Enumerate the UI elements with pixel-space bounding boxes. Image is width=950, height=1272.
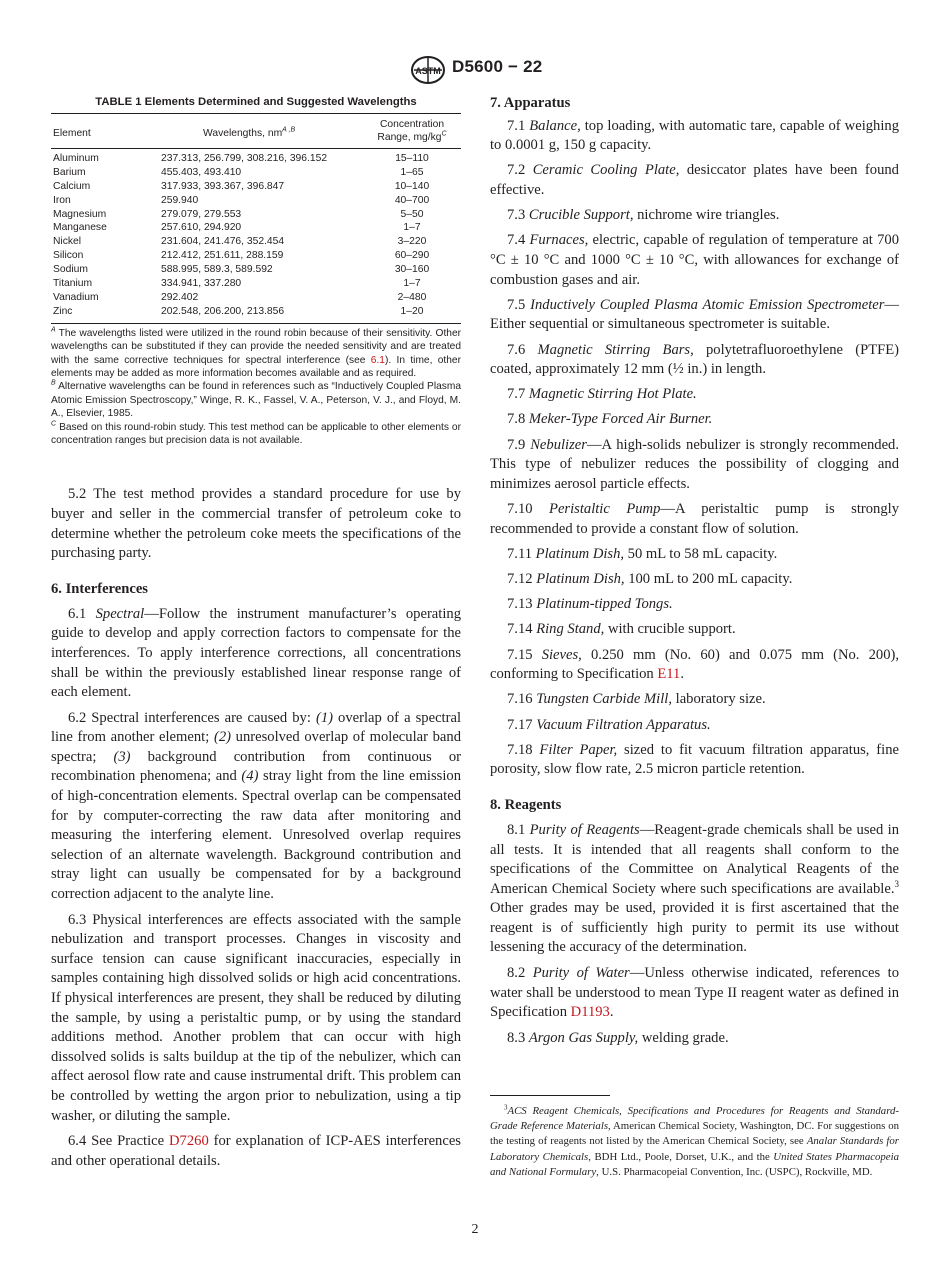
paragraph-6-2: 6.2 Spectral interferences are caused by: (1) overlap of a spectral line from another element; (2) unresolved overlap of molecular band spectra; (3) background contribution from continuous or recombination phenomena; and (4) stray light from the line emission of high-concentration elements. Spectral overlap can be compensated for by computer-correcting the raw data after monitoring and measuring the interfering element. Unresolved overlap requires selection of an alternate wavelength. Background contribution and stray light can usually be compensated for by a background correction adjacent to the analyte line. (51, 709, 462, 903)
table-header (51, 114, 461, 148)
cell-range: 15–110 (395, 153, 429, 164)
table-row (51, 152, 461, 166)
cell-element: Barium (53, 166, 86, 178)
paragraph-5-2: 5.2 The test method provides a standard procedure for use by buyer and seller in the commercial transfer of petroleum coke to determine whether the petroleum coke meets the specifications of the purchasing party. (51, 486, 461, 562)
elements-table (51, 113, 461, 447)
cell-range: 40–700 (394, 194, 430, 206)
cell-range: 5–50 (400, 208, 424, 220)
cell-wavelengths: 237.313, 256.799, 308.216, 396.152 (161, 153, 328, 164)
cell-element: Silicon (53, 250, 84, 262)
cell-range: 10–140 (394, 180, 430, 192)
cell-range: 2–480 (397, 291, 427, 303)
right-column (490, 95, 899, 1048)
paragraph-7-15: 7.15 Sieves, 0.250 mm (No. 60) and 0.075 mm (No. 200), conforming to Specification E11. (490, 646, 899, 683)
table-row (51, 277, 461, 291)
cell-element: Aluminum (53, 153, 99, 164)
cell-element: Titanium (53, 278, 93, 290)
apparatus-item: 7.5 Inductively Coupled Plasma Atomic Emission Spectrometer—Either sequential or simultaneous spectrometer is suitable. (490, 296, 900, 333)
table-body (51, 149, 461, 323)
cell-range: 1–65 (400, 166, 424, 178)
paragraph-6-3: 6.3 Physical interferences are effects associated with the sample nebulization and transport processes. Changes in viscosity and surface tension can cause significant inaccuracies, especially in samples containing high dissolved solids or high acid concentrations. If physical interferences are present, they shall be reduced by diluting the sample, by using a peristaltic pump, or by using the standard additions method. Another problem that can occur with high dissolved solids is salts buildup at the tip of the nebulizer, which can affect aerosol flow rate and cause instrumental drift. This problem can be controlled by wetting the argon prior to nebulization, using a tip washer, or diluting the sample. (51, 911, 461, 1124)
cell-range: 1–7 (403, 278, 421, 290)
cell-wavelengths: 279.079, 279.553 (161, 208, 242, 220)
apparatus-item: 7.12 Platinum Dish, 100 mL to 200 mL capacity. (507, 571, 793, 587)
cell-wavelengths: 334.941, 337.280 (161, 278, 242, 290)
cell-range: 60–290 (394, 250, 430, 262)
cell-range: 3–220 (397, 236, 427, 248)
cell-element: Iron (53, 194, 71, 206)
column-header-element: Element (53, 128, 91, 139)
footnote-3: $^3$ACS Reagent Chemicals, Specifications and Procedures for Reagents and Standard-Grade Reference Materials, American Chemical Society, Washington, DC. For suggestions on the testing of reagents not listed by the American Chemical Society, see Analar Standards for Laboratory Chemicals, BDH Ltd., Poole, Dorset, U.K., and the United States Pharmacopeia and National Formulary, U.S. Pharmacopeial Convention, Inc. (USPC), Rockville, MD. (490, 1103, 900, 1178)
cell-wavelengths: 202.548, 206.200, 213.856 (161, 305, 285, 317)
apparatus-item: 7.4 Furnaces, electric, capable of regulation of temperature at 700 °C ± 10 °C and 1000 °C ± 10 °C, with allowances for exchange of combustion gases and air. (490, 232, 899, 288)
cell-element: Nickel (53, 236, 82, 248)
section-link[interactable]: 6.1 (370, 354, 385, 366)
cell-wavelengths: 257.610, 294.920 (161, 222, 242, 234)
specification-link[interactable]: E11 (657, 666, 681, 683)
cell-wavelengths: 292.402 (161, 291, 199, 303)
apparatus-item: 7.17 Vacuum Filtration Apparatus. (507, 716, 711, 733)
table-note-b: $^B$ Alternative wavelengths can be found in references such as “Inductively Coupled Plasma Atomic Emission Spectroscopy,” Winge, R. K., Fassel, V. A., Peterson, V. J., and Floyd, M. A., Elsevier, 1985. (51, 379, 461, 420)
practice-link[interactable]: D7260 (169, 1133, 209, 1150)
column-header-wavelengths: Wavelengths, $nm^{A ,B}$ (203, 126, 296, 139)
specification-link[interactable]: D1193 (570, 1004, 610, 1021)
cell-range: 1–7 (403, 222, 421, 234)
section-heading-apparatus: 7. Apparatus (490, 95, 571, 111)
cell-range: 1–20 (400, 305, 424, 317)
apparatus-item: 7.14 Ring Stand, with crucible support. (507, 621, 736, 638)
cell-element: Manganese (53, 222, 107, 234)
cell-element: Calcium (53, 180, 91, 192)
table-footnotes (51, 324, 461, 448)
apparatus-item: 7.2 Ceramic Cooling Plate, desiccator plates have been found effective. (490, 162, 899, 198)
apparatus-item: 7.7 Magnetic Stirring Hot Plate. (507, 386, 697, 403)
apparatus-item: 7.3 Crucible Support, nichrome wire triangles. (507, 207, 780, 224)
apparatus-item: 7.1 Balance, top loading, with automatic tare, capable of weighing to 0.0001 g, 150 g capacity. (490, 117, 899, 154)
table-note-a: $^A$ The wavelengths listed were utilized in the round robin because of their sensitivity. Other wavelengths can be substituted if they can provide the needed sensitivity and are treated with the same corrective techniques for spectral interference (see 6.1). In time, other elements may be added as more information becomes available and as required. (51, 326, 461, 379)
apparatus-item: 7.10 Peristaltic Pump—A peristaltic pump is strongly recommended to provide a constant flow of solution. (490, 501, 900, 537)
paragraph-6-4: 6.4 See Practice D7260 for explanation of ICP-AES interferences and other operational details. (51, 1133, 461, 1169)
page-number: 2 (471, 1222, 479, 1237)
apparatus-item: 7.6 Magnetic Stirring Bars, polytetrafluoroethylene (PTFE) coated, approximately 12 mm (½ in.) in length. (490, 341, 900, 378)
paragraph-8-1: 8.1 Purity of Reagents—Reagent-grade chemicals shall be used in all tests. It is intended that all reagents shall conform to the specifications of the Committee on Analytical Reagents of the American Chemical Society where such specifications are available.$^3$ Other grades may be used, provided it is first ascertained that the reagent is of sufficiently high purity to permit its use without lessening the accuracy of the determination. (490, 821, 899, 956)
cell-element: Zinc (53, 305, 73, 317)
paragraph-8-3: 8.3 Argon Gas Supply, welding grade. (507, 1029, 729, 1046)
table-row (51, 235, 461, 249)
cell-wavelengths: 231.604, 241.476, 352.454 (161, 236, 285, 248)
table-row (51, 221, 461, 235)
apparatus-item: 7.16 Tungsten Carbide Mill, laboratory size. (507, 691, 766, 708)
cell-element: Sodium (53, 264, 88, 276)
apparatus-item: 7.13 Platinum-tipped Tongs. (507, 596, 673, 613)
cell-wavelengths: 588.995, 589.3, 589.592 (161, 264, 273, 276)
apparatus-list-continued (490, 690, 899, 780)
section-heading-reagents: 8. Reagents (490, 796, 562, 813)
apparatus-item: 7.9 Nebulizer—A high-solids nebulizer is strongly recommended. This type of nebulizer reduces the possibility of clogging and minimizes aerosol particle effects. (490, 436, 900, 492)
section-heading-interferences: 6. Interferences (51, 580, 148, 597)
cell-wavelengths: 455.403, 493.410 (161, 166, 242, 178)
page-header (0, 55, 950, 85)
footnote-divider (490, 1095, 610, 1096)
left-column (51, 95, 461, 1171)
cell-element: Vanadium (53, 291, 99, 303)
apparatus-list (490, 117, 899, 640)
table-row (51, 305, 461, 319)
paragraph-8-2: 8.2 Purity of Water—Unless otherwise indicated, references to water shall be understood to mean Type II reagent water as defined in Specification D1193. (490, 965, 899, 1021)
table-title: TABLE 1 Elements Determined and Suggested Wavelengths (95, 96, 417, 108)
svg-text:ASTM: ASTM (415, 66, 441, 76)
document-designation: D5600 − 22 (452, 57, 543, 76)
apparatus-item: 7.8 Meker-Type Forced Air Burner. (507, 411, 713, 428)
cell-wavelengths: 259.940 (161, 194, 199, 206)
table-row (51, 208, 461, 222)
apparatus-item: 7.18 Filter Paper, sized to fit vacuum filtration apparatus, fine porosity, slow flow rate, 2.5 micron particle retention. (490, 741, 899, 778)
column-header-range: Concentration Range, $mg/kg^C$ (377, 119, 447, 143)
astm-logo-icon (410, 55, 446, 85)
cell-wavelengths: 212.412, 251.611, 288.159 (161, 250, 284, 262)
footnote-ref[interactable]: 3 (894, 878, 899, 889)
table-row (51, 166, 461, 180)
table-row (51, 291, 461, 305)
table-row (51, 249, 461, 263)
cell-wavelengths: 317.933, 393.367, 396.847 (161, 180, 285, 192)
table-row (51, 263, 461, 277)
apparatus-item: 7.11 Platinum Dish, 50 mL to 58 mL capacity. (507, 545, 778, 562)
table-note-c: $^C$ Based on this round-robin study. This test method can be applicable to other elements or concentration ranges but precision data is not available. (51, 420, 461, 446)
paragraph-6-1: 6.1 Spectral—Follow the instrument manufacturer’s operating guide to develop and apply correction factors to compensate for the interferences. To apply interference corrections, all concentrations shall be within the previously established linear response range of each element. (51, 605, 461, 701)
table-row (51, 194, 461, 208)
table-row (51, 180, 461, 194)
cell-range: 30–160 (394, 264, 430, 276)
cell-element: Magnesium (53, 208, 107, 220)
